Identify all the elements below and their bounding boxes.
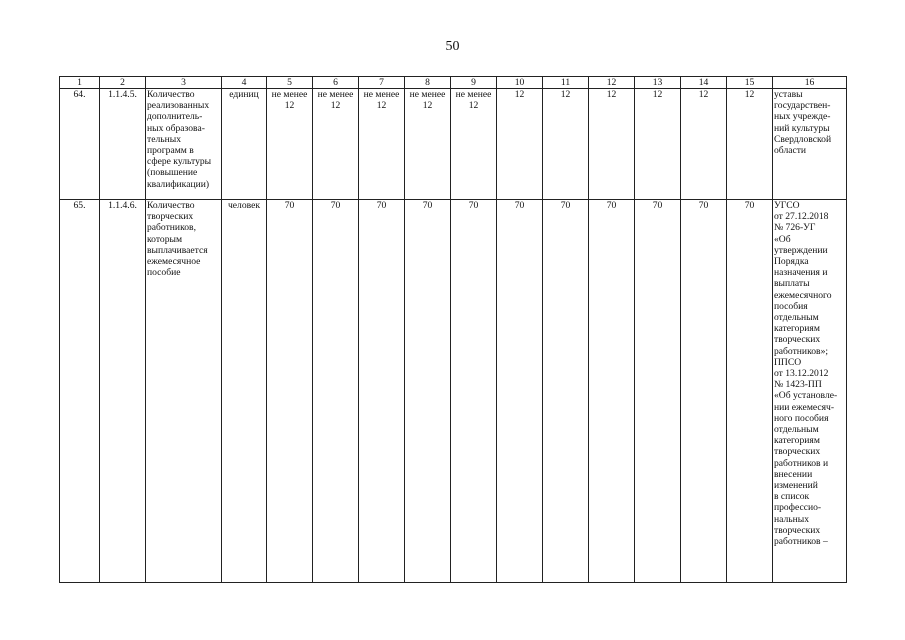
- value-cell: 70: [497, 200, 543, 583]
- column-number: 2: [100, 77, 146, 89]
- value-cell: 70: [543, 200, 589, 583]
- source-document: уставы государствен- ных учрежде- ний культуры Свердловской области: [773, 89, 847, 200]
- column-number: 3: [146, 77, 222, 89]
- value-cell: 70: [635, 200, 681, 583]
- value-cell: 12: [543, 89, 589, 200]
- table-row: [60, 200, 847, 583]
- unit: единиц: [222, 89, 267, 200]
- column-number: 8: [405, 77, 451, 89]
- column-number: 7: [359, 77, 405, 89]
- value-cell: не менее 12: [267, 89, 313, 200]
- indicator-name: Количество творческих работников, которым выплачивается ежемесячное пособие: [146, 200, 222, 583]
- column-number: 6: [313, 77, 359, 89]
- value-cell: не менее 12: [451, 89, 497, 200]
- value-cell: 12: [589, 89, 635, 200]
- value-cell: 70: [451, 200, 497, 583]
- value-cell: 12: [727, 89, 773, 200]
- page-number: 50: [445, 39, 460, 54]
- value-cell: не менее 12: [359, 89, 405, 200]
- column-number: 4: [222, 77, 267, 89]
- row-number: 64.: [60, 89, 100, 200]
- value-cell: 12: [635, 89, 681, 200]
- value-cell: 70: [405, 200, 451, 583]
- row-code: 1.1.4.5.: [100, 89, 146, 200]
- value-cell: не менее 12: [313, 89, 359, 200]
- column-number-row: [60, 77, 847, 89]
- indicator-name: Количество реализованных дополнитель- ных образова- тельных программ в сфере культуры (повышение квалификации): [146, 89, 222, 200]
- value-cell: 70: [681, 200, 727, 583]
- column-number: 16: [773, 77, 847, 89]
- row-code: 1.1.4.6.: [100, 200, 146, 583]
- value-cell: не менее 12: [405, 89, 451, 200]
- column-number: 13: [635, 77, 681, 89]
- source-document: УГСО от 27.12.2018 № 726-УГ «Об утверждении Порядка назначения и выплаты ежемесячного пособия отдельным категориям творческих работников»; ППСО от 13.12.2012 № 1423-ПП «Об установле- нии ежемесяч- ного пособия отдельным категориям творческих работников и внесении изменений в список профессио- нальных творческих работников –: [773, 200, 847, 583]
- column-number: 9: [451, 77, 497, 89]
- value-cell: 12: [497, 89, 543, 200]
- value-cell: 70: [359, 200, 405, 583]
- column-number: 11: [543, 77, 589, 89]
- column-number: 5: [267, 77, 313, 89]
- column-number: 1: [60, 77, 100, 89]
- value-cell: 70: [589, 200, 635, 583]
- value-cell: 70: [727, 200, 773, 583]
- row-number: 65.: [60, 200, 100, 583]
- value-cell: 12: [681, 89, 727, 200]
- column-number: 15: [727, 77, 773, 89]
- indicators-table: [59, 76, 847, 583]
- column-number: 12: [589, 77, 635, 89]
- value-cell: 70: [267, 200, 313, 583]
- value-cell: 70: [313, 200, 359, 583]
- table-row: [60, 89, 847, 200]
- column-number: 10: [497, 77, 543, 89]
- unit: человек: [222, 200, 267, 583]
- column-number: 14: [681, 77, 727, 89]
